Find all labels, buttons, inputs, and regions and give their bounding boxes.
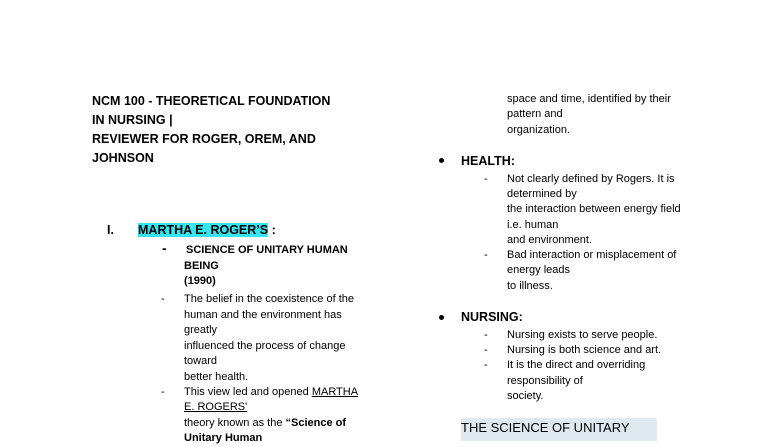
item2-dash: - bbox=[161, 386, 165, 398]
nursing-item3-dash: - bbox=[484, 359, 488, 371]
item1-line-3: greatly bbox=[184, 324, 218, 336]
subheading-line-3: (1990) bbox=[184, 275, 216, 287]
item2-line-1 bbox=[184, 385, 358, 401]
right-top-line-2: pattern and bbox=[507, 108, 563, 120]
item2-science-bold: “Science of bbox=[285, 417, 347, 429]
nursing-item1-line-1: Nursing exists to serve people. bbox=[507, 329, 658, 341]
health-item1-line-2: determined by bbox=[507, 188, 577, 200]
title-line-3: REVIEWER FOR ROGER, OREM, AND bbox=[92, 132, 316, 146]
nursing-bullet-icon bbox=[439, 315, 444, 320]
health-item1-line-1: Not clearly defined by Rogers. It is bbox=[507, 173, 675, 185]
nursing-item3-line-3: society. bbox=[507, 390, 544, 402]
title-line-1: NCM 100 - THEORETICAL FOUNDATION bbox=[92, 94, 331, 108]
item1-line-5: toward bbox=[184, 355, 218, 367]
health-bullet-icon bbox=[439, 158, 444, 163]
nursing-item3-line-1: It is the direct and overriding bbox=[507, 359, 646, 371]
item1-line-2: human and the environment has bbox=[184, 309, 342, 321]
health-item1-line-4: i.e. human bbox=[507, 219, 559, 231]
nursing-item1-dash: - bbox=[484, 329, 488, 341]
subheading-line-2: BEING bbox=[184, 260, 219, 272]
title-line-2: IN NURSING | bbox=[92, 113, 173, 127]
health-item1-line-5: and environment. bbox=[507, 234, 592, 246]
item1-line-1: The belief in the coexistence of the bbox=[184, 293, 354, 305]
martha-rogers-link-cont[interactable]: E. ROGERS' bbox=[184, 401, 248, 413]
nursing-item3-line-2: responsibility of bbox=[507, 375, 583, 387]
health-item2-line-1: Bad interaction or misplacement of bbox=[507, 249, 677, 261]
item2-line-3 bbox=[184, 416, 346, 432]
title-line-4: JOHNSON bbox=[92, 151, 154, 165]
section-heading-suffix: : bbox=[268, 223, 276, 237]
subheading-dash: - bbox=[162, 240, 167, 256]
item1-line-4: influenced the process of change bbox=[184, 340, 346, 352]
section-numeral: I. bbox=[107, 223, 114, 237]
item1-line-6: better health. bbox=[184, 371, 249, 383]
section-heading-name: MARTHA E. ROGER’S bbox=[138, 223, 269, 237]
nursing-heading: NURSING: bbox=[461, 310, 523, 324]
health-item2-dash: - bbox=[484, 249, 488, 261]
health-item1-line-3: the interaction between energy field bbox=[507, 203, 681, 215]
item2-theory-text: theory known as the bbox=[184, 417, 286, 429]
item1-dash: - bbox=[161, 293, 165, 305]
nursing-item2-line-1: Nursing is both science and art. bbox=[507, 344, 662, 356]
health-item1-dash: - bbox=[484, 173, 488, 185]
health-item2-line-2: energy leads bbox=[507, 264, 570, 276]
subheading-line-1: SCIENCE OF UNITARY HUMAN bbox=[186, 244, 348, 256]
science-unitary-heading: THE SCIENCE OF UNITARY bbox=[461, 418, 657, 441]
document-title bbox=[92, 92, 330, 168]
section-heading bbox=[138, 223, 276, 237]
item2-line-4: Unitary Human bbox=[184, 432, 263, 444]
health-item2-line-3: to illness. bbox=[507, 280, 553, 292]
right-top-line-1: space and time, identified by their bbox=[507, 93, 671, 105]
item2-text: This view led and opened bbox=[184, 386, 312, 398]
health-heading: HEALTH: bbox=[461, 154, 515, 168]
nursing-item2-dash: - bbox=[484, 344, 488, 356]
right-top-line-3: organization. bbox=[507, 124, 570, 136]
martha-rogers-link[interactable]: MARTHA bbox=[311, 386, 359, 398]
